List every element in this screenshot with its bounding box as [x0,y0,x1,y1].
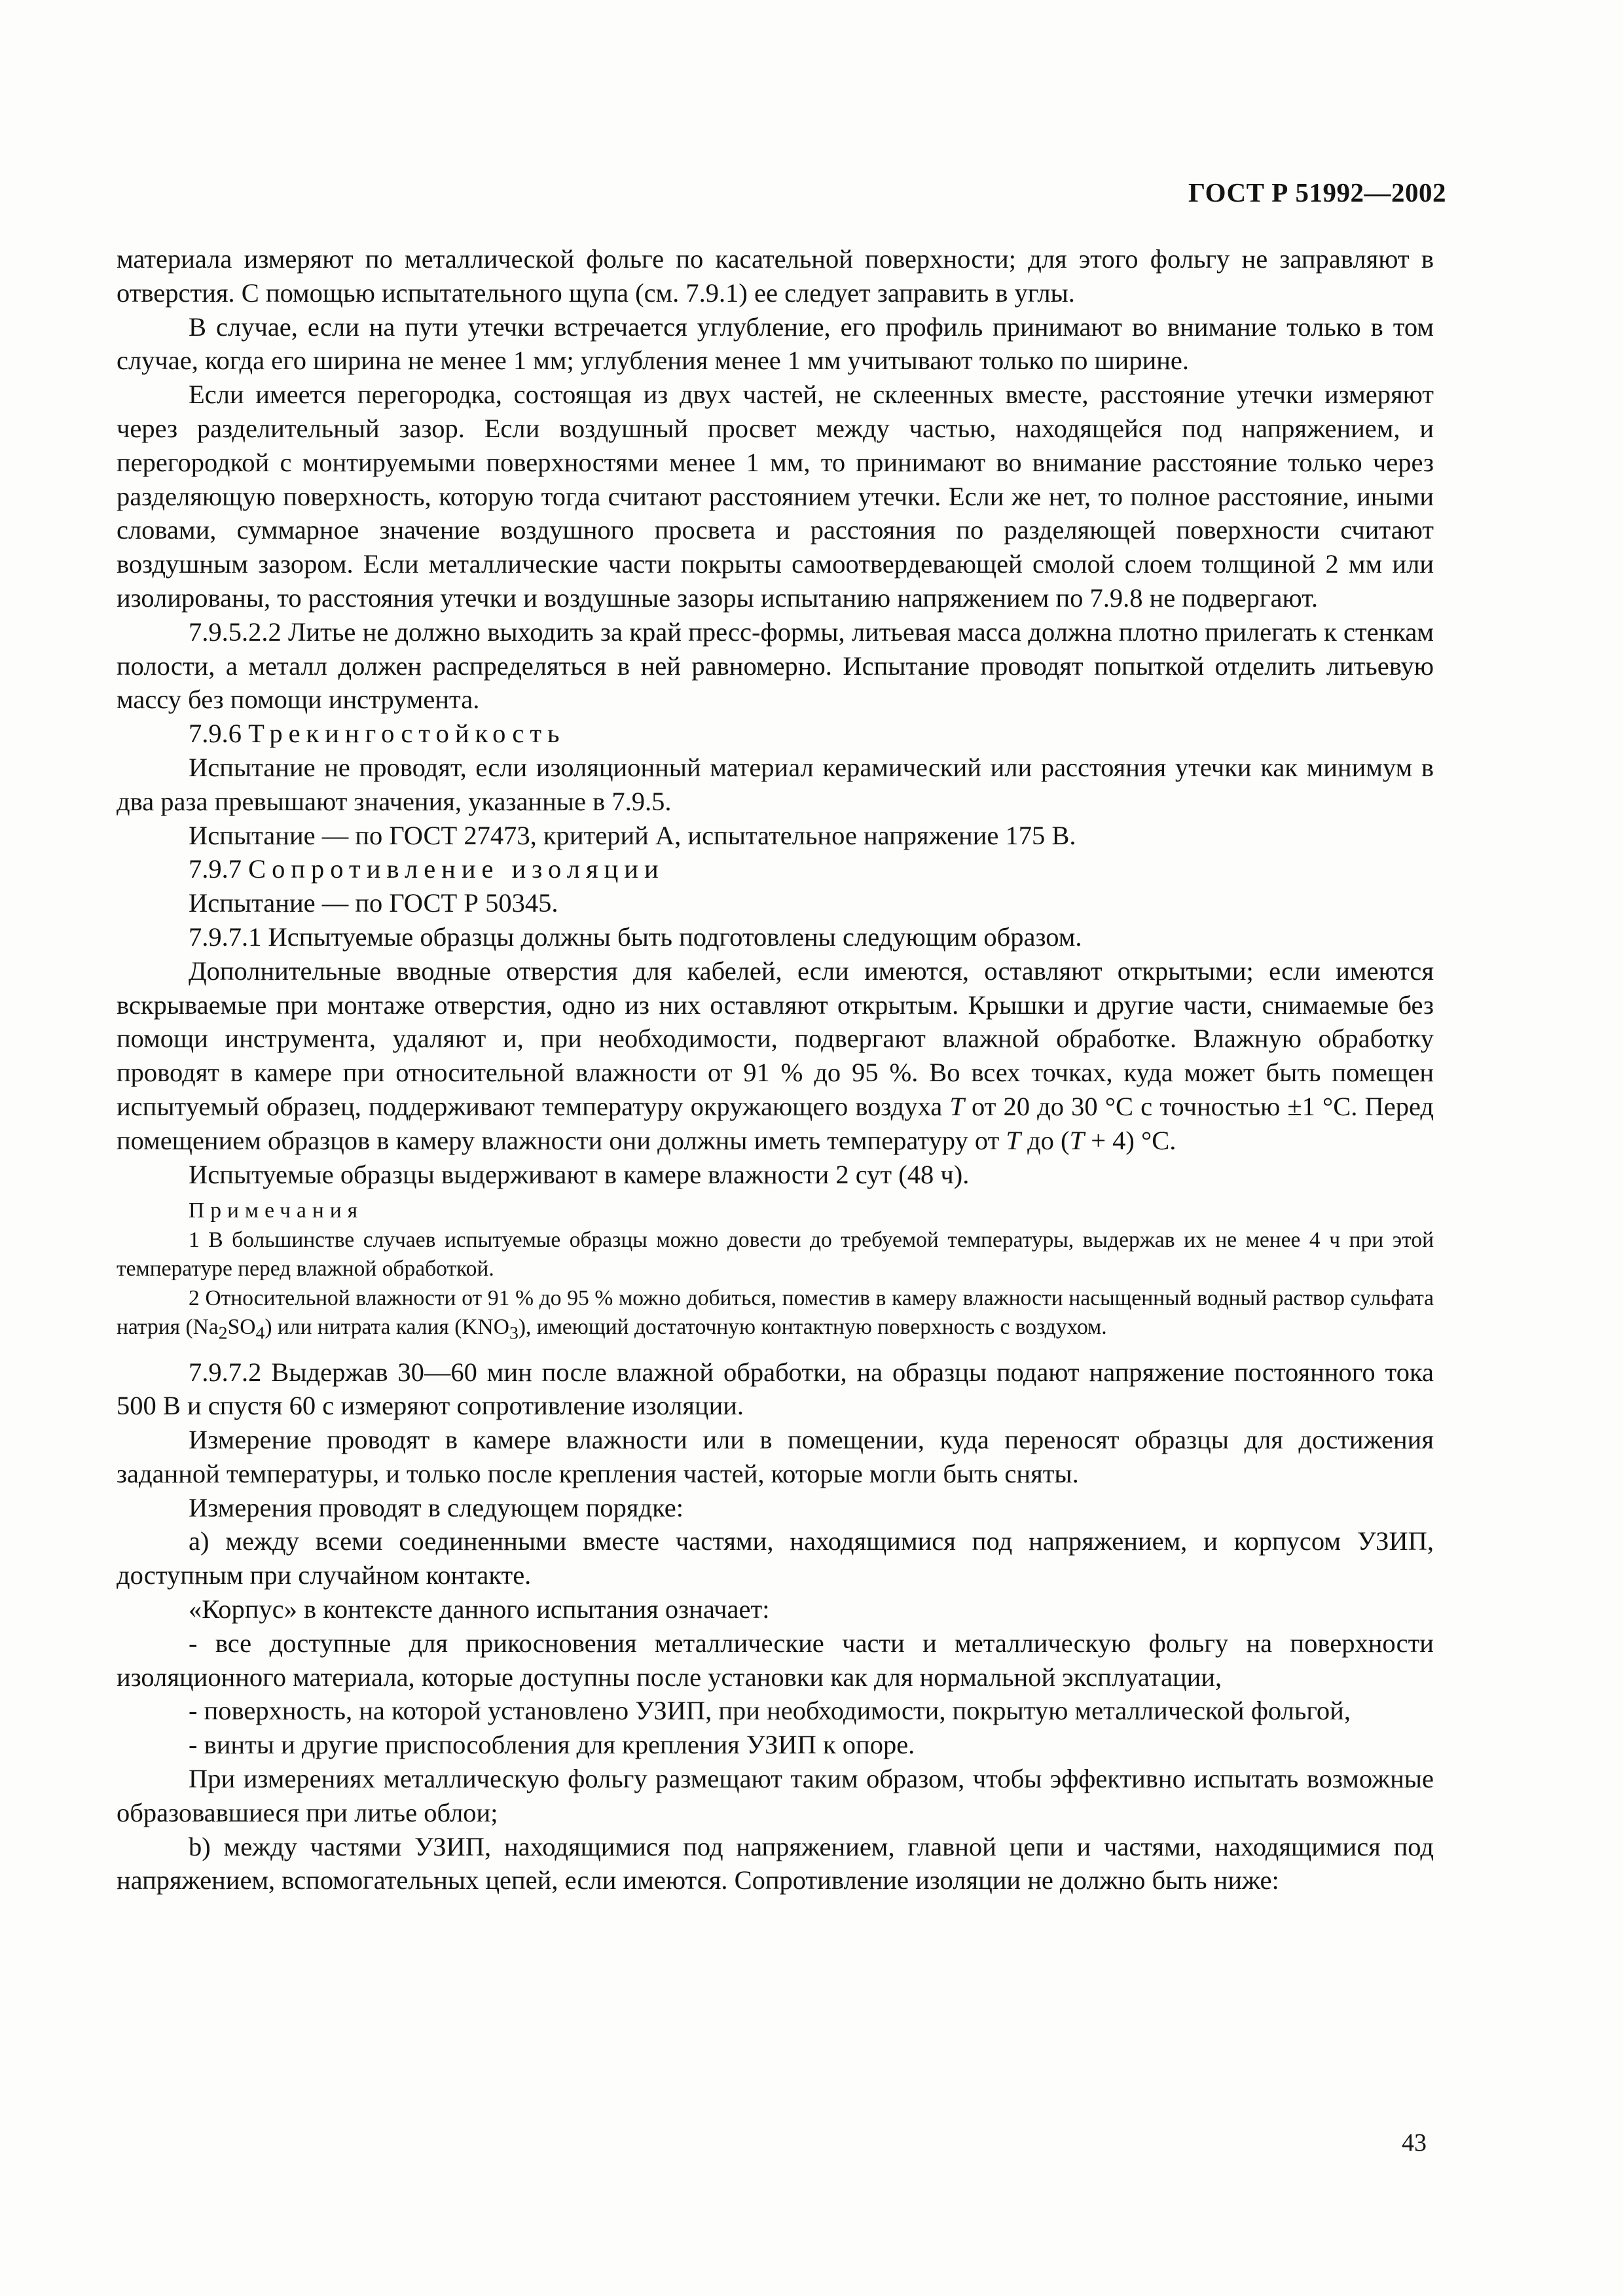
text-run: Дополнительные вводные отверстия для кабелей, если имеются, оставляют открытыми; если имеются вскрываемые при монтаже отверстия, одно из них оставляют открытым. Крышки и другие части, снимаемые без помощи инструмента, удаляют и, при необходимости, подвергают влажной обработке. Влажную обработку проводят в камере при относительной влажности от 91 % до 95 %. Во всех точках, куда может быть помещен испытуемый образец, поддерживают температуру окружающего воздуха [117,956,1434,1121]
page-body [117,242,1434,1897]
document-code: ГОСТ Р 51992—2002 [1188,177,1446,207]
subscript: 2 [218,1323,228,1344]
clause-7-9-7-2: 7.9.7.2 Выдержав 30—60 мин после влажной обработки, на образцы подают напряжение постоянного тока 500 В и спустя 60 с измеряют сопротивление изоляции. [117,1357,1434,1421]
paragraph: Если имеется перегородка, состоящая из двух частей, не склеенных вместе, расстояние утечки измеряют через разделительный зазор. Если воздушный просвет между частью, находящейся под напряжением, и перегородкой с монтируемыми поверхностями менее 1 мм, то принимают во внимание расстояние только через разделяющую поверхность, которую тогда считают расстоянием утечки. Если же нет, то полное расстояние, иными словами, суммарное значение воздушного просвета и расстояния по разделяющей поверхности считают воздушным зазором. Если металлические части покрыты самоотвердевающей смолой слоем толщиной 2 мм или изолированы, то расстояния утечки и воздушные зазоры испытанию напряжением по 7.9.8 не подвергают. [117,380,1434,613]
clause-7-9-7-1: 7.9.7.1 Испытуемые образцы должны быть подготовлены следующим образом. [189,922,1082,952]
paragraph: В случае, если на пути утечки встречается углубление, его профиль принимают во внимание только в том случае, когда его ширина не менее 1 мм; углубления менее 1 мм учитывают только по ширине. [117,312,1434,376]
section-heading-7-9-7 [117,852,1434,886]
list-item: - поверхность, на которой установлено УЗИП, при необходимости, покрытую металлической фольгой, [189,1696,1351,1726]
text-run: от 20 до 30 °С с точностью ±1 °С. Перед помещением образцов в камеру влажности они должны иметь температуру от [117,1091,1434,1155]
paragraph [117,954,1434,1158]
text-run: ) или нитрата калия (KNO [264,1315,509,1340]
list-item-b: b) между частями УЗИП, находящимися под напряжением, главной цепи и частями, находящимися под напряжением, вспомогательных цепей, если имеются. Сопротивление изоляции не должно быть ниже: [117,1831,1434,1895]
variable-t: T [949,1091,964,1121]
variable-t: T [1069,1125,1085,1155]
note-item: 1 В большинстве случаев испытуемые образцы можно довести до требуемой температуры, выдержав их не менее 4 ч при этой температуре перед влажной обработкой. [117,1227,1434,1282]
clause-7-9-5-2-2: 7.9.5.2.2 Литье не должно выходить за край пресс-формы, литьевая масса должна плотно прилегать к стенкам полости, а металл должен распределяться в ней равномерно. Испытание проводят попыткой отделить литьевую массу без помощи инструмента. [117,617,1434,715]
text-run: ), имеющий достаточную контактную поверхность с воздухом. [518,1315,1107,1340]
paragraph: Испытуемые образцы выдерживают в камере влажности 2 сут (48 ч). [189,1159,970,1189]
text-run: SO [227,1315,256,1340]
note-item [117,1284,1434,1349]
list-item: - винты и другие приспособления для крепления УЗИП к опоре. [189,1730,915,1760]
section-heading-7-9-6 [117,717,1434,751]
section-title: Трекингостойкость [248,719,566,749]
paragraph: «Корпус» в контексте данного испытания означает: [189,1594,770,1624]
paragraph: При измерениях металлическую фольгу размещают таким образом, чтобы эффективно испытать возможные образовавшиеся при литье облои; [117,1764,1434,1827]
notes-block [117,1196,1434,1348]
subscript: 4 [255,1323,265,1344]
subscript: 3 [509,1323,519,1344]
section-number: 7.9.7 [189,854,242,884]
section-number: 7.9.6 [189,719,242,749]
list-item: - все доступные для прикосновения металлические части и металлическую фольгу на поверхности изоляционного материала, которые доступны после установки как для нормальной эксплуатации, [117,1628,1434,1692]
paragraph: материала измеряют по металлической фольге по касательной поверхности; для этого фольгу не заправляют в отверстия. С помощью испытательного щупа (см. 7.9.1) ее следует заправить в углы. [117,244,1434,308]
paragraph: Испытание — по ГОСТ Р 50345. [189,888,558,918]
paragraph: Измерение проводят в камере влажности или в помещении, куда переносят образцы для достижения заданной температуры, и только после крепления частей, которые могли быть сняты. [117,1425,1434,1488]
paragraph: Испытание — по ГОСТ 27473, критерий А, испытательное напряжение 175 В. [189,820,1076,850]
list-item-a: а) между всеми соединенными вместе частями, находящимися под напряжением, и корпусом УЗИП, доступным при случайном контакте. [117,1526,1434,1590]
text-run: до ( [1027,1125,1070,1155]
paragraph: Измерения проводят в следующем порядке: [189,1492,684,1522]
variable-t: T [1006,1125,1021,1155]
notes-title: Примечания [189,1198,364,1223]
text-run: 2 Относительной влажности от 91 % до 95 % можно добиться, поместив в камеру влажности насыщенный водный раствор сульфата натрия (Na [117,1285,1434,1340]
page-number: 43 [1402,2129,1427,2157]
paragraph: Испытание не проводят, если изоляционный материал керамический или расстояния утечки как минимум в два раза превышают значения, указанные в 7.9.5. [117,752,1434,816]
section-title: Сопротивление изоляции [248,854,665,884]
text-run: + 4) °С. [1091,1125,1176,1155]
